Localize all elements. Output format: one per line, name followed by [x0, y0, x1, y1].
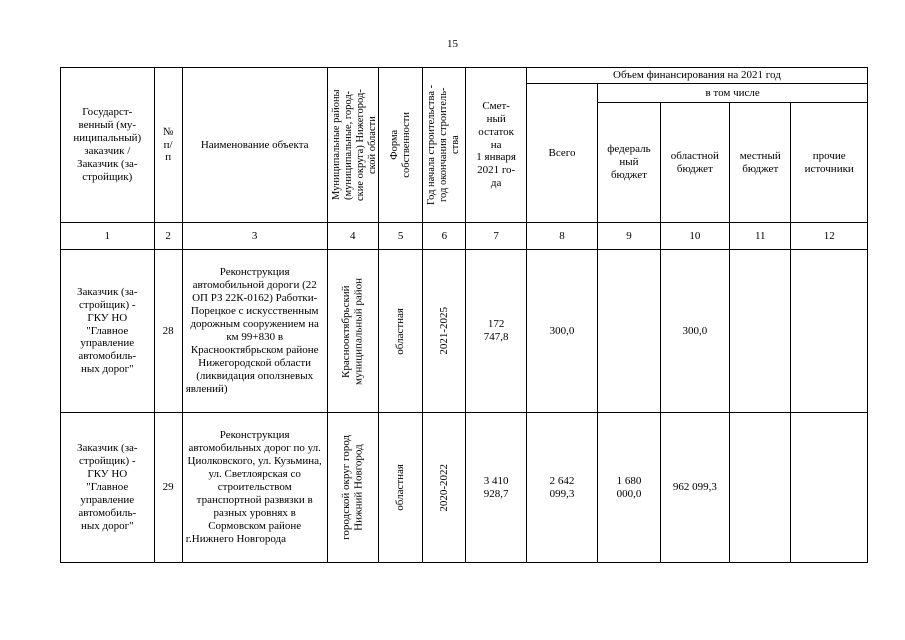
header-years: Год начала строительства - год окончания строитель- ства [423, 68, 466, 223]
header-ownership: Форма собственности [378, 68, 422, 223]
header-other: прочие источники [791, 103, 868, 223]
funding-table [60, 67, 868, 563]
column-number: 11 [730, 223, 791, 250]
column-number: 5 [378, 223, 422, 250]
row-object-name: Реконструкция автомобильных дорог по ул. Циолковского, ул. Кузьмина, ул. Светлоярская со строительством транспортной развязки в разных уровнях в Сормовском районе г.Нижнего Новгорода [182, 413, 327, 563]
row-years: 2020-2022 [423, 413, 466, 563]
column-number: 7 [466, 223, 526, 250]
column-number: 8 [526, 223, 597, 250]
row-customer: Заказчик (за- стройщик) - ГКУ НО "Главное управление автомобиль- ных дорог" [61, 250, 155, 413]
row-federal: 1 680 000,0 [598, 413, 660, 563]
header-federal: федераль ный бюджет [598, 103, 660, 223]
column-number: 6 [423, 223, 466, 250]
column-number: 12 [791, 223, 868, 250]
row-regional: 300,0 [660, 250, 729, 413]
row-total: 300,0 [526, 250, 597, 413]
row-other [791, 250, 868, 413]
page-number: 15 [447, 38, 458, 50]
row-local [730, 413, 791, 563]
row-district: Краснооктябрьский муниципальный район [327, 250, 378, 413]
header-object-name: Наименование объекта [182, 68, 327, 223]
row-object-name: Реконструкция автомобильной дороги (22 ОП РЗ 22К-0162) Работки-Порецкое с искусственным дорожным сооружением на км 99+830 в Краснооктябрьском районе Нижегородской области (ликвидация оползневых явлений) [182, 250, 327, 413]
row-local [730, 250, 791, 413]
header-including: в том числе [598, 84, 868, 103]
row-num: 29 [154, 413, 182, 563]
row-ownership: областная [378, 413, 422, 563]
row-estimate-balance: 172 747,8 [466, 250, 526, 413]
header-funding-volume: Объем финансирования на 2021 год [526, 68, 867, 84]
header-num: № п/ п [154, 68, 182, 223]
row-total: 2 642 099,3 [526, 413, 597, 563]
column-number: 9 [598, 223, 660, 250]
header-districts: Муниципальные районы (муниципальные, город- ские округа) Нижегород- ской области [327, 68, 378, 223]
column-number: 2 [154, 223, 182, 250]
row-ownership: областная [378, 250, 422, 413]
table-row [61, 250, 868, 413]
row-num: 28 [154, 250, 182, 413]
column-number: 1 [61, 223, 155, 250]
row-customer: Заказчик (за- стройщик) - ГКУ НО "Главное управление автомобиль- ных дорог" [61, 413, 155, 563]
column-number: 4 [327, 223, 378, 250]
row-other [791, 413, 868, 563]
column-number: 3 [182, 223, 327, 250]
row-district: городской округ город Нижний Новгород [327, 413, 378, 563]
header-total: Всего [526, 84, 597, 223]
column-number: 10 [660, 223, 729, 250]
header-regional: областной бюджет [660, 103, 729, 223]
header-local: местный бюджет [730, 103, 791, 223]
row-regional: 962 099,3 [660, 413, 729, 563]
header-estimate-balance: Смет- ный остаток на 1 января 2021 го- да [466, 68, 526, 223]
header-customer: Государст- венный (му- ниципальный) заказчик / Заказчик (за- стройщик) [61, 68, 155, 223]
row-years: 2021-2025 [423, 250, 466, 413]
table-row [61, 413, 868, 563]
row-federal [598, 250, 660, 413]
row-estimate-balance: 3 410 928,7 [466, 413, 526, 563]
column-number-row [61, 223, 868, 250]
